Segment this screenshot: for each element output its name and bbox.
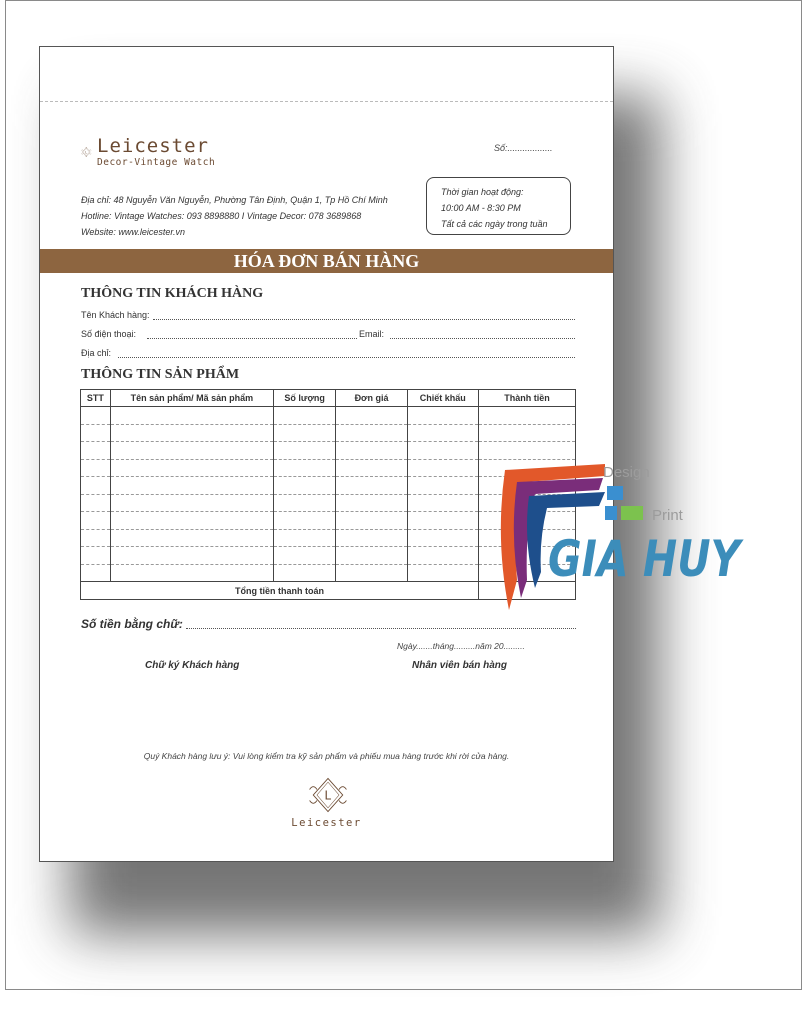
customer-note: Quý Khách hàng lưu ý: Vui lòng kiểm tra kỹ sản phẩm và phiếu mua hàng trước khi rời cửa hàng.	[143, 751, 510, 761]
watermark-print-text: Print	[652, 507, 683, 524]
col-stt: STT	[81, 390, 111, 407]
customer-address-line	[118, 357, 575, 358]
col-discount: Chiết khấu	[407, 390, 478, 407]
customer-address-label: Địa chỉ:	[81, 348, 112, 358]
col-quantity: Số lượng	[273, 390, 336, 407]
brand-tagline: Decor-Vintage Watch	[97, 157, 216, 168]
watermark-design-text: Design	[603, 464, 650, 481]
hotline-line: Hotline: Vintage Watches: 093 8898880 I Vintage Decor: 078 3689868	[81, 211, 362, 221]
invoice-sheet	[39, 46, 614, 862]
watermark-name-text: GIA HUY	[548, 530, 741, 588]
website-line: Website: www.leicester.vn	[81, 227, 186, 237]
svg-text:L: L	[85, 150, 88, 155]
amount-in-words-line	[186, 628, 576, 629]
footer-logo-icon	[305, 775, 351, 815]
product-section-title: THÔNG TIN SẢN PHẨM	[81, 367, 240, 382]
hours-title: Thời gian hoạt động:	[441, 187, 524, 197]
date-line: Ngày.......tháng.........năm 20.........	[397, 641, 525, 651]
brand-name: Leicester	[97, 135, 209, 157]
phone-line	[147, 338, 357, 339]
hours-time: 10:00 AM - 8:30 PM	[441, 203, 521, 213]
amount-in-words-label: Số tiền bằng chữ:	[81, 617, 183, 631]
staff-signature-label: Nhân viên bán hàng	[412, 660, 508, 671]
total-label: Tổng tiền thanh toán	[81, 582, 479, 600]
table-row	[81, 424, 576, 442]
table-header-row	[81, 390, 576, 407]
contact-block	[81, 192, 388, 240]
invoice-title-banner: HÓA ĐƠN BÁN HÀNG	[40, 249, 613, 273]
col-product-name: Tên sản phẩm/ Mã sản phẩm	[110, 390, 273, 407]
customer-name-line	[153, 319, 575, 320]
customer-name-label: Tên Khách hàng:	[81, 310, 150, 320]
footer-brand-name: Leicester	[291, 817, 362, 829]
email-label: Email:	[359, 329, 385, 339]
col-amount: Thành tiền	[478, 390, 575, 407]
invoice-number-label: Số:..................	[494, 143, 553, 153]
opening-hours-box	[426, 177, 571, 235]
phone-label: Số điện thoại:	[81, 329, 137, 339]
address-line: Địa chỉ: 48 Nguyễn Văn Nguyễn, Phường Tân Định, Quận 1, Tp Hồ Chí Minh	[81, 195, 388, 205]
customer-section-title: THÔNG TIN KHÁCH HÀNG	[81, 286, 264, 301]
perforation-line	[40, 101, 613, 102]
hours-days: Tất cả các ngày trong tuần	[441, 219, 548, 229]
col-unit-price: Đơn giá	[336, 390, 407, 407]
customer-signature-label: Chữ ký Khách hàng	[145, 660, 240, 671]
svg-text:L: L	[324, 788, 332, 803]
email-line	[390, 338, 575, 339]
table-row	[81, 407, 576, 425]
table-row	[81, 442, 576, 460]
